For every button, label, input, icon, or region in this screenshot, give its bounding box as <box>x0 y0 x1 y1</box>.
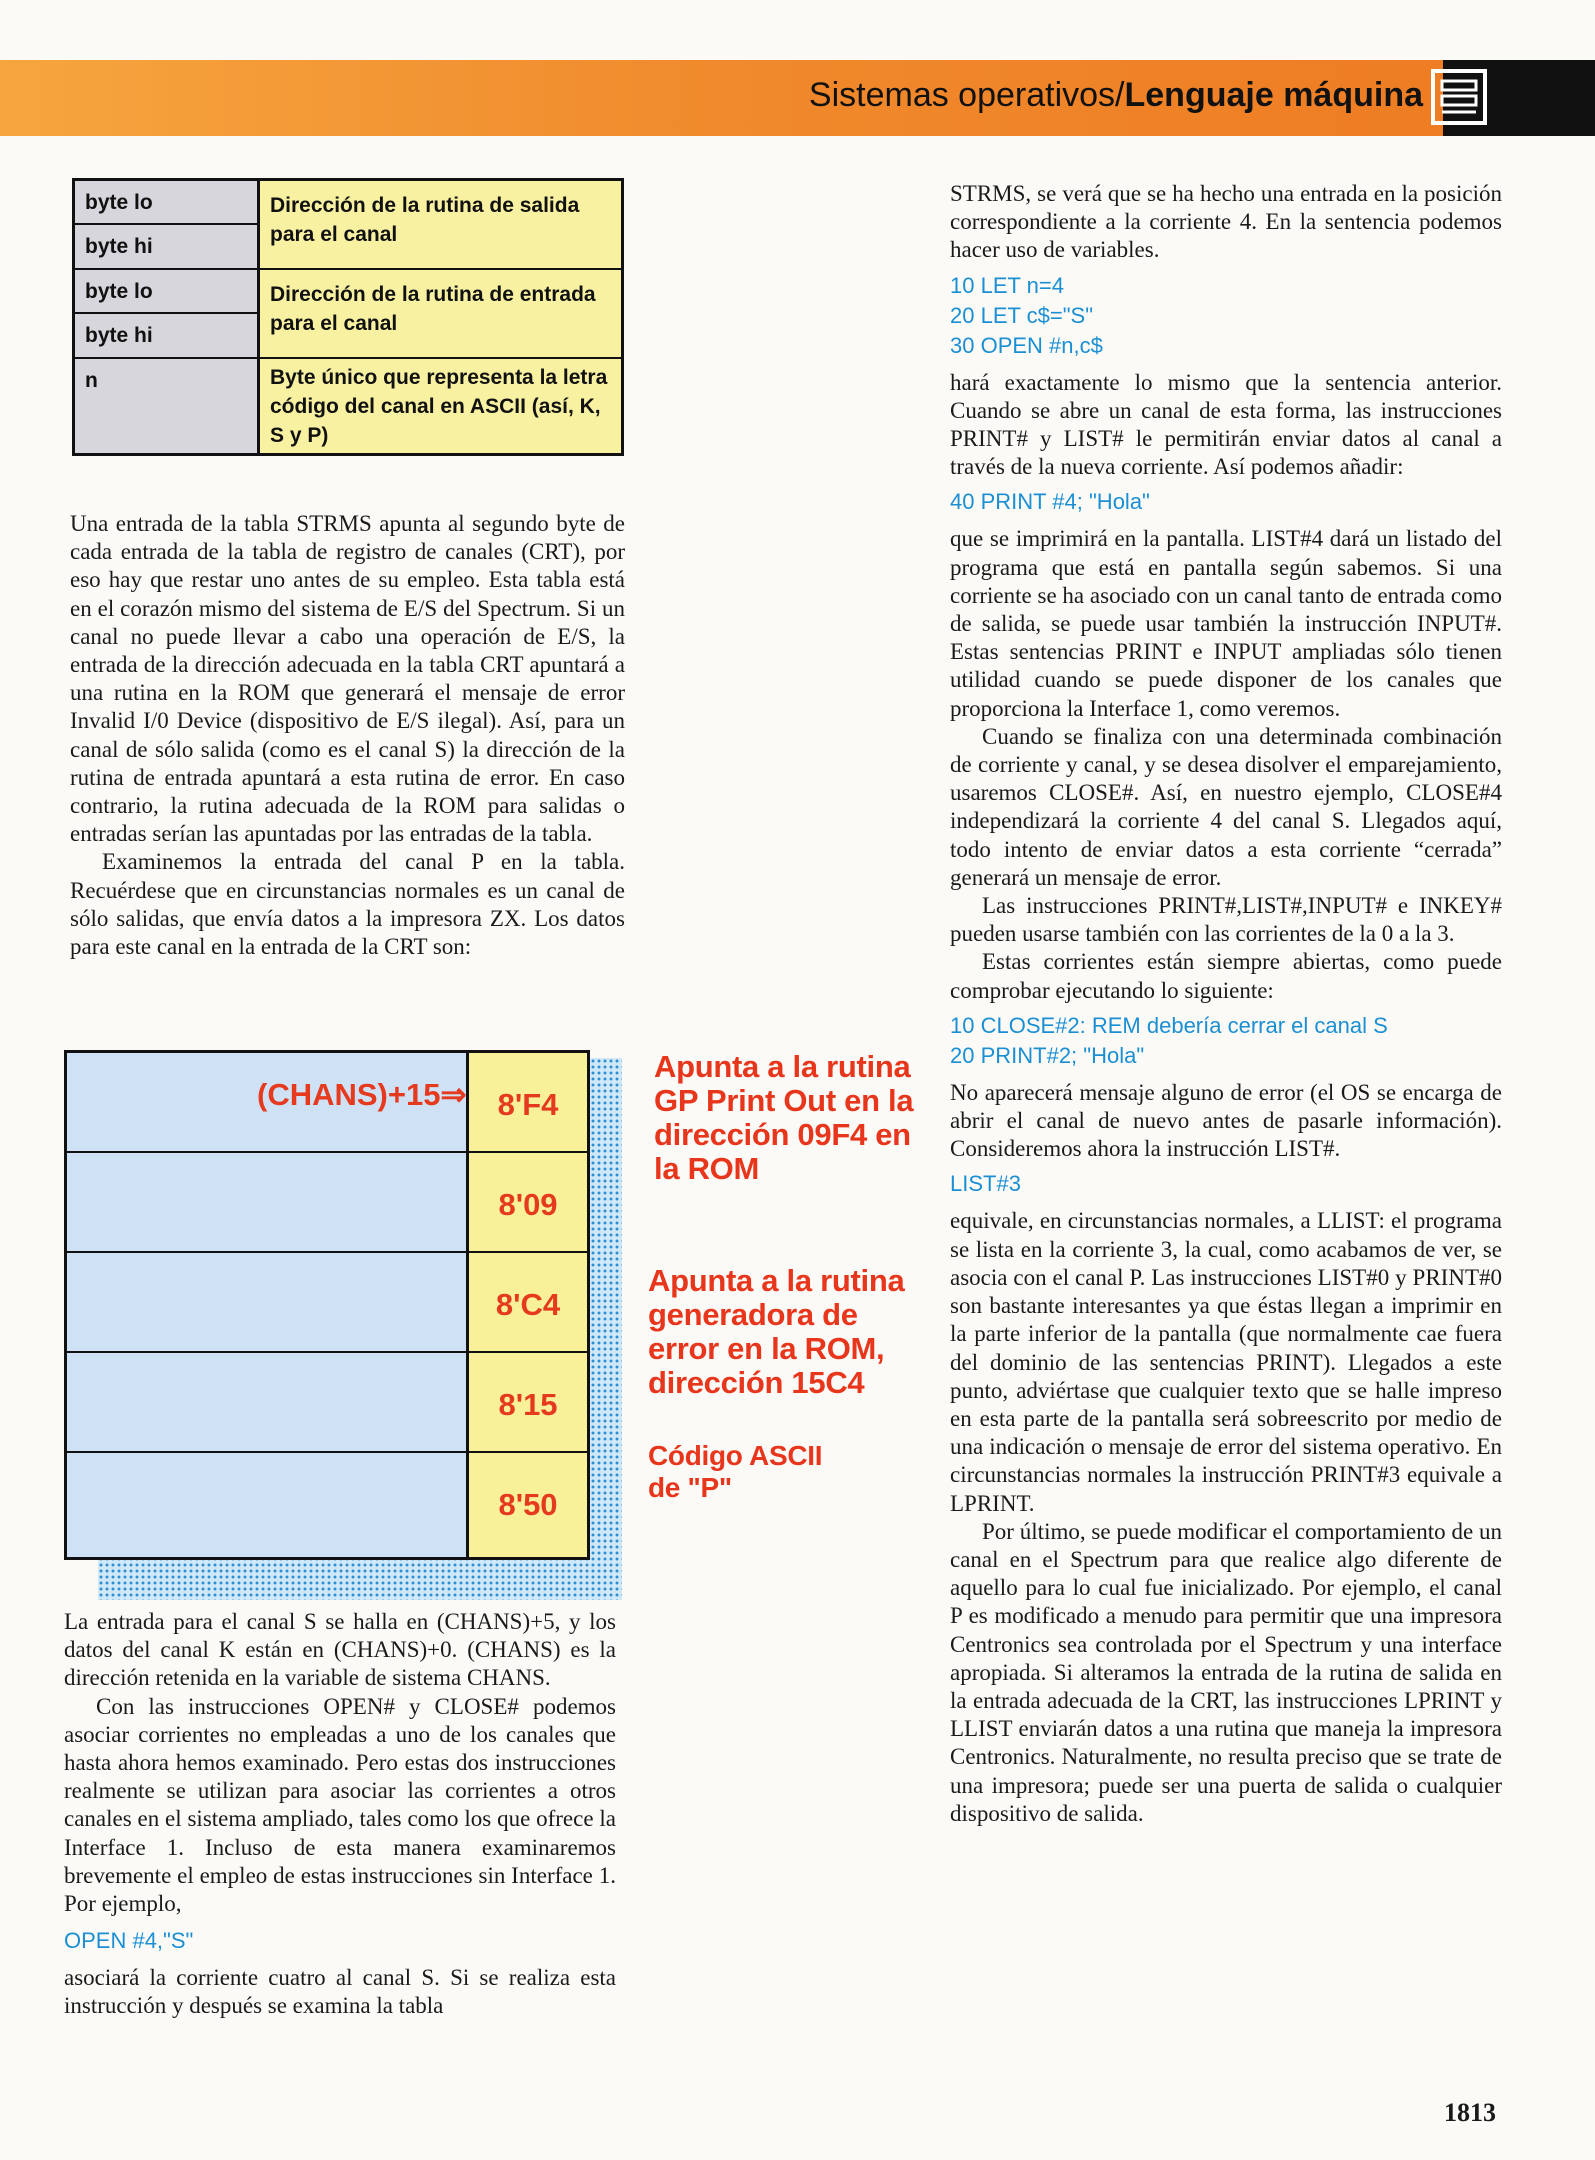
crt-byte-c4: 8'C4 <box>466 1253 587 1353</box>
table-row <box>75 359 621 453</box>
code-line: 40 PRINT #4; "Hola" <box>950 489 1150 515</box>
byte-hi-label: byte hi <box>85 324 153 347</box>
table-row <box>75 270 621 359</box>
paragraph: Examinemos la entrada del canal P en la tabla. Recuérdese que en circunstancias normales es un canal de sólo salidas, que envía datos a la impresora ZX. Los datos para este canal en la entrada de la CRT son: <box>70 849 625 960</box>
crt-diagram <box>64 1050 590 1560</box>
computer-panel-icon <box>1430 68 1488 126</box>
paragraph: Cuando se finaliza con una determinada combinación de corriente y canal, y se desea disolver el emparejamiento, usaremos CLOSE#. Así, en nuestro ejemplo, CLOSE#4 independizará la corriente 4 del canal S. Llegados aquí, todo intento de enviar datos a esta corriente “cerrada” generará un mensaje de error. <box>950 723 1502 890</box>
byte-lo-label: byte lo <box>85 280 153 303</box>
output-routine-desc: Dirección de la rutina de salida para el canal <box>270 194 580 246</box>
crt-row-left <box>67 1253 466 1353</box>
table-right-cell <box>260 270 621 357</box>
note-error-routine: Apunta a la rutina generadora de error en la ROM, dirección 15C4 <box>648 1263 905 1400</box>
header-title-bold: Lenguaje máquina <box>1124 76 1423 114</box>
input-routine-desc: Dirección de la rutina de entrada para el canal <box>270 283 596 335</box>
right-column <box>950 180 1502 1828</box>
byte-lo-label: byte lo <box>85 191 153 214</box>
crt-byte-50: 8'50 <box>466 1453 587 1557</box>
chans-pointer-label: (CHANS)+15⇒ <box>257 1077 467 1112</box>
paragraph: Estas corrientes están siempre abiertas, como puede comprobar ejecutando lo siguiente: <box>950 949 1502 1003</box>
page-header-title <box>809 76 1423 115</box>
paragraph: No aparecerá mensaje alguno de error (el OS se encarga de abrir el canal de nuevo antes de pasarle información). Consideremos ahora la instrucción LIST#. <box>950 1079 1502 1162</box>
page-number: 1813 <box>1444 2098 1496 2127</box>
n-label: n <box>85 369 98 392</box>
code-line: LIST#3 <box>950 1171 1021 1197</box>
left-column-upper <box>70 510 625 961</box>
crt-byte-15: 8'15 <box>466 1353 587 1453</box>
table-left-cell <box>75 181 260 268</box>
code-block <box>64 1926 616 1956</box>
table-right-cell <box>260 359 621 453</box>
crt-row-left <box>67 1153 466 1253</box>
note-ascii-p: Código ASCII de "P" <box>648 1440 823 1503</box>
paragraph: equivale, en circunstancias normales, a LLIST: el programa se lista en la corriente 3, la cual, como acabamos de ver, se asocia con el canal P. Las instrucciones LIST#0 y PRINT#0 son bastante interesantes ya que éstas llegan a imprimir en la parte inferior de la pantalla (que normalmente cae fuera del dominio de las sentencias PRINT). Llegados a este punto, adviértase que cualquier texto que se halle impreso en esta parte de la pantalla será sobreescrito por medio de una indicación o mensaje de error del sistema operativo. En circunstancias normales la instrucción PRINT#3 equivale a LPRINT. <box>950 1208 1502 1516</box>
paragraph: que se imprimirá en la pantalla. LIST#4 dará un listado del programa que está en pantalla según sabemos. Si una corriente se ha asociado con un canal tanto de entrada como de salida, se puede usar también la instrucción INPUT#. Estas sentencias PRINT e INPUT ampliadas sólo tienen utilidad cuando se puede disponer de los canales que proporciona la Interface 1, como veremos. <box>950 526 1502 721</box>
header-title-regular: Sistemas operativos/ <box>808 76 1125 114</box>
paragraph: Por último, se puede modificar el comportamiento de un canal en el Spectrum para que realice algo diferente de aquello para lo cual fue inicializado. Por ejemplo, el canal P es modificado a menudo para permitir que una impresora Centronics sea controlada por el Spectrum y una interface apropiada. Si alteramos la entrada de la rutina de salida en la entrada adecuada de la CRT, las instrucciones LPRINT y LLIST enviarán datos a una rutina que maneja la impresora Centronics. Naturalmente, no resulta preciso que se trate de una impresora; puede ser una puerta de salida o cualquier dispositivo de salida. <box>950 1518 1502 1826</box>
crt-byte-f4: 8'F4 <box>466 1053 587 1153</box>
paragraph: STRMS, se verá que se ha hecho una entrada en la posición correspondiente a la corriente 4. En la sentencia podemos hacer uso de variables. <box>950 181 1502 263</box>
code-line: 20 LET c$="S" <box>950 302 1094 328</box>
paragraph: Las instrucciones PRINT#,LIST#,INPUT# e INKEY# pueden usarse también con las corrientes de la 0 a la 3. <box>950 893 1502 947</box>
code-line: 20 PRINT#2; "Hola" <box>950 1042 1145 1068</box>
byte-hi-label: byte hi <box>85 235 153 258</box>
code-line: OPEN #4,"S" <box>64 1928 194 1954</box>
paragraph: asociará la corriente cuatro al canal S. Si se realiza esta instrucción y después se examina la tabla <box>64 1965 616 2019</box>
crt-byte-09: 8'09 <box>466 1153 587 1253</box>
table-right-cell <box>260 181 621 268</box>
channel-entry-table <box>72 178 624 456</box>
code-line: 10 CLOSE#2: REM debería cerrar el canal S <box>950 1012 1388 1038</box>
paragraph: Una entrada de la tabla STRMS apunta al segundo byte de cada entrada de la tabla de registro de canales (CRT), por eso hay que restar uno antes de su empleo. Esta tabla está en el corazón mismo del sistema de E/S del Spectrum. Si un canal no puede llevar a cabo una operación de E/S, la entrada de la dirección adecuada en la tabla CRT apuntará a una rutina en la ROM que generará el mensaje de error Invalid I/0 Device (dispositivo de E/S ilegal). Así, para un canal de sólo salida (como es el canal S) la dirección de la rutina de entrada apuntará a esta rutina de error. En caso contrario, la rutina adecuada de la ROM para salidas o entradas serían las apuntadas por las entradas de la tabla. <box>70 511 625 847</box>
crt-row-left <box>67 1353 466 1453</box>
table-left-cell <box>75 359 260 453</box>
code-block <box>950 271 1502 361</box>
channel-letter-desc: Byte único que representa la letra código del canal en ASCII (así, K, S y P) <box>270 366 608 447</box>
table-left-cell <box>75 270 260 357</box>
paragraph: La entrada para el canal S se halla en (CHANS)+5, y los datos del canal K están en (CHANS)+0. (CHANS) es la dirección retenida en la variable de sistema CHANS. <box>64 1609 616 1691</box>
code-block <box>950 487 1502 517</box>
code-line: 30 OPEN #n,c$ <box>950 332 1103 358</box>
crt-row-left <box>67 1053 466 1153</box>
code-block <box>950 1169 1502 1199</box>
paragraph: Con las instrucciones OPEN# y CLOSE# podemos asociar corrientes no empleadas a uno de los canales que hasta ahora hemos examinado. Pero estas dos instrucciones realmente se utilizan para asociar las corrientes a otros canales en el sistema ampliado, tales como los que ofrece la Interface 1. Incluso de esta manera examinaremos brevemente el empleo de estas instrucciones sin Interface 1. Por ejemplo, <box>64 1693 616 1917</box>
left-column-lower <box>64 1608 616 2021</box>
code-line: 10 LET n=4 <box>950 272 1064 298</box>
paragraph: hará exactamente lo mismo que la sentencia anterior. Cuando se abre un canal de esta forma, las instrucciones PRINT# y LIST# le permitirán enviar datos al canal a través de la nueva corriente. Así podemos añadir: <box>950 369 1502 480</box>
table-row <box>75 181 621 270</box>
code-block <box>950 1011 1502 1071</box>
note-gp-print-out: Apunta a la rutina GP Print Out en la dirección 09F4 en la ROM <box>654 1049 914 1186</box>
crt-row-left <box>67 1453 466 1557</box>
